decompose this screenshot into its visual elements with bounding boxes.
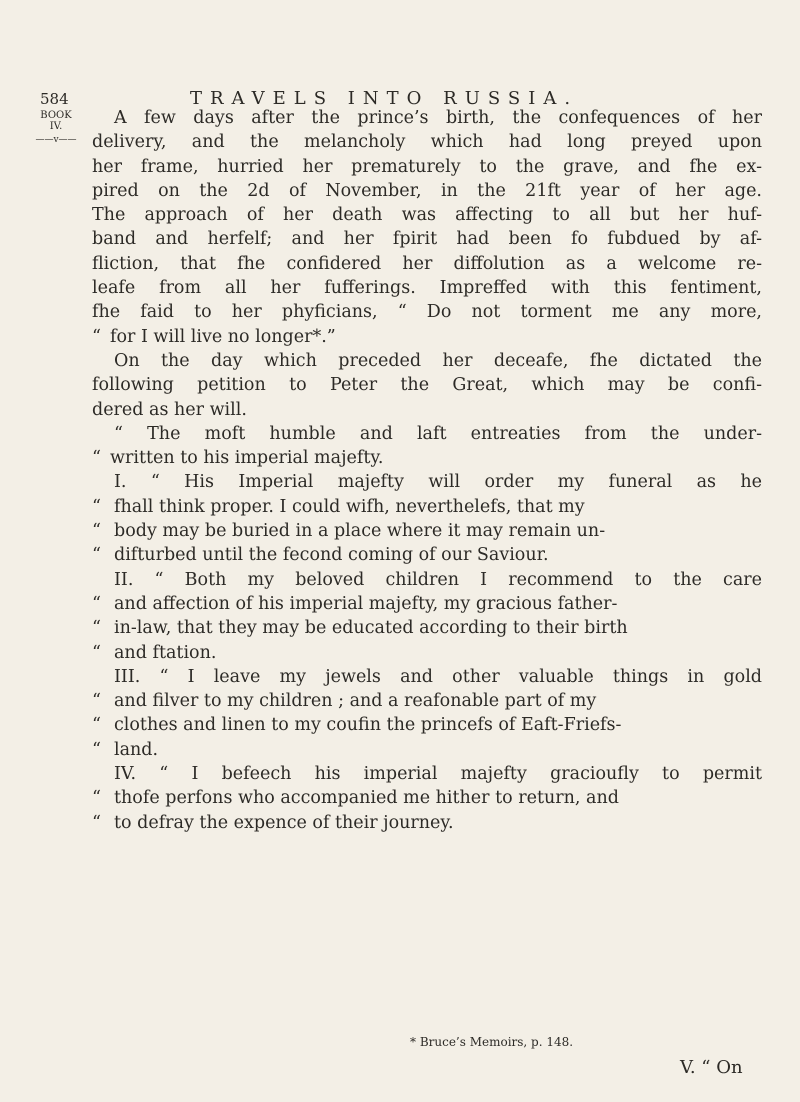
quote-mark: “ [92, 739, 101, 760]
quote-mark: “ [92, 448, 101, 469]
text-line: II. “ Both my beloved children I recommend to the care [114, 569, 762, 590]
catchword: V. “ On [680, 1057, 743, 1078]
footnote: * Bruce’s Memoirs, p. 148. [410, 1035, 574, 1049]
text-line: her frame, hurried her prematurely to the grave, and fhe ex- [92, 156, 762, 177]
text-line: III. “ I leave my jewels and other valuable things in gold [114, 666, 762, 687]
body-text [92, 106, 762, 835]
text-line: “ in-law, that they may be educated according to their birth [92, 616, 762, 640]
running-title: TRAVELS INTO RUSSIA. [190, 88, 579, 109]
quote-mark: “ [92, 812, 101, 833]
text-line: “ and ftation. [92, 641, 762, 665]
text-line: delivery, and the melancholy which had long preyed upon [92, 132, 762, 153]
quote-mark: “ [92, 691, 101, 712]
text-line: leafe from all her fufferings. Impreffed with this fentiment, [92, 278, 762, 299]
text-line: “ clothes and linen to my coufin the princefs of Eaft-Friefs- [92, 713, 762, 737]
text-line: “ land. [92, 738, 762, 762]
quote-mark: “ [92, 521, 101, 542]
quote-mark: “ [92, 715, 101, 736]
text-line: A few days after the prince’s birth, the confequences of her [114, 108, 762, 128]
text-line: following petition to Peter the Great, which may be confi- [92, 375, 762, 396]
text-line: “ to defray the expence of their journey. [92, 811, 762, 835]
book-label: BOOK [40, 110, 72, 121]
text-line: “ body may be buried in a place where it may remain un- [92, 519, 762, 543]
text-line: “ and affection of his imperial majefty, my gracious father- [92, 592, 762, 616]
text-line: “ for I will live no longer*.” [92, 325, 762, 349]
text-line: dered as her will. [92, 399, 247, 420]
text-line: IV. “ I befeech his imperial majefty gracioufly to permit [114, 764, 762, 785]
volume-label: IV. [49, 121, 63, 132]
text-line: “ written to his imperial majefty. [92, 446, 762, 470]
text-line: I. “ His Imperial majefty will order my funeral as he [114, 472, 762, 493]
quote-mark: “ [92, 788, 101, 809]
book-marker [34, 110, 78, 146]
text-line: “ and filver to my children ; and a reafonable part of my [92, 689, 762, 713]
quote-mark: “ [92, 545, 101, 566]
quote-mark: “ [92, 496, 101, 517]
text-line: “ difturbed until the fecond coming of our Saviour. [92, 543, 762, 567]
quote-mark: “ [92, 593, 101, 614]
quote-mark: “ [92, 326, 101, 347]
text-line: The approach of her death was affecting to all but her huf- [92, 205, 762, 226]
text-line: “ The moft humble and laft entreaties from the under- [114, 423, 762, 444]
page-number: 584 [40, 90, 69, 108]
text-line: “ fhall think proper. I could wifh, neverthelefs, that my [92, 495, 762, 519]
text-line: fhe faid to her phyficians, “ Do not torment me any more, [92, 302, 762, 323]
quote-mark: “ [92, 642, 101, 663]
signature-mark: ——v—— [35, 135, 77, 145]
text-line: “ thofe perfons who accompanied me hither to return, and [92, 786, 762, 810]
text-line: On the day which preceded her deceafe, fhe dictated the [114, 350, 762, 371]
text-line: band and herfelf; and her fpirit had been fo fubdued by af- [92, 229, 762, 250]
text-line: pired on the 2d of November, in the 21ft year of her age. [92, 180, 762, 201]
text-line: fliction, that fhe confidered her diffolution as a welcome re- [92, 253, 762, 274]
quote-mark: “ [92, 618, 101, 639]
